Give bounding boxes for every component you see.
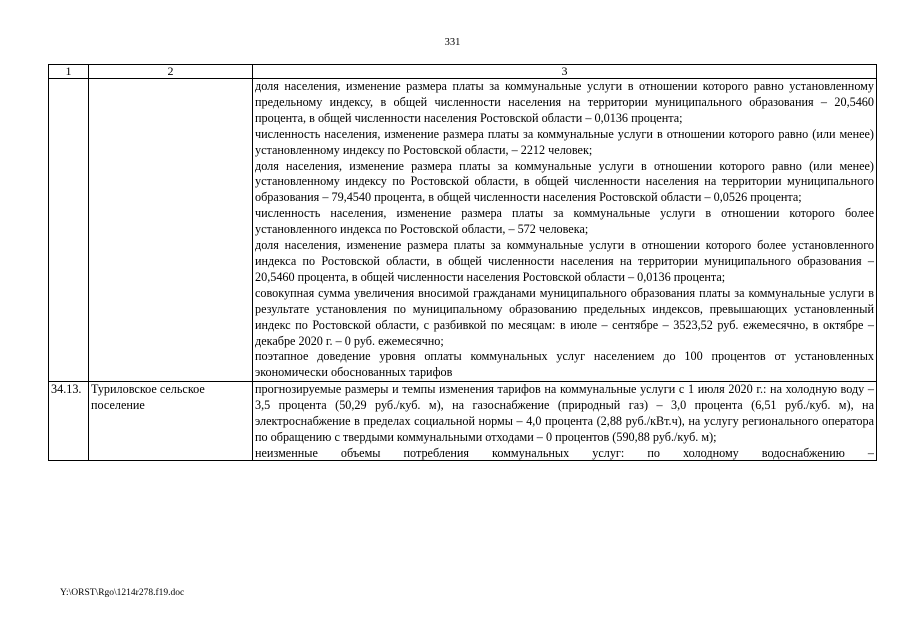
row-number-cell	[49, 79, 89, 382]
description-cell	[253, 382, 877, 461]
settlement-name-cell	[89, 79, 253, 382]
header-col-1: 1	[49, 65, 89, 79]
table-row	[49, 382, 877, 461]
row-number-cell: 34.13.	[49, 382, 89, 461]
table-row	[49, 79, 877, 382]
paragraph: доля населения, изменение размера платы за коммунальные услуги в отношении которого равно установленному предельному индексу, в общей численности населения на территории муниципального образования – 20,5460 процента, в общей численности населения Ростовской области – 0,0136 процента;	[255, 79, 874, 125]
file-path-footer: Y:\ORST\Rgo\1214r278.f19.doc	[60, 588, 185, 598]
tariff-table	[48, 64, 877, 461]
header-col-2: 2	[89, 65, 253, 79]
settlement-name-cell: Туриловское сельское поселение	[89, 382, 253, 461]
description-cell	[253, 79, 877, 382]
paragraph: численность населения, изменение размера платы за коммунальные услуги в отношении которого более установленного индекса по Ростовской области, – 572 человека;	[255, 206, 874, 237]
header-col-3: 3	[253, 65, 877, 79]
paragraph: совокупная сумма увеличения вносимой гражданами муниципального образования платы за коммунальные услуги в результате установления по муниципальному образованию предельных индексов, превышающих установленный индекс по Ростовской области, с разбивкой по месяцам: в июле – сентябре – 3523,52 руб. ежемесячно, в октябре – декабре 2020 г. – 0 руб. ежемесячно;	[255, 285, 874, 348]
paragraph: доля населения, изменение размера платы за коммунальные услуги в отношении которого более установленного индекса по Ростовской области, в общей численности населения на территории муниципального образования – 20,5460 процента, в общей численности населения Ростовской области – 0,0136 процента;	[255, 238, 874, 284]
paragraph: поэтапное доведение уровня оплаты коммунальных услуг населением до 100 процентов от установленных экономически обоснованных тарифов	[255, 349, 874, 380]
paragraph: прогнозируемые размеры и темпы изменения тарифов на коммунальные услуги с 1 июля 2020 г.: на холодную воду – 3,5 процента (50,29 руб./куб. м), на газоснабжение (природный газ) – 3,0 процента (6,51 руб./куб. м), на электроснабжение в пределах социальной нормы – 4,0 процента (2,88 руб./кВт.ч), на услугу регионального оператора по обращению с твердыми коммунальными отходами – 0 процентов (590,88 руб./куб. м);	[255, 382, 874, 444]
paragraph: доля населения, изменение размера платы за коммунальные услуги в отношении которого равно (или менее) установленному индексу по Ростовской области, в общей численности населения на территории муниципального образования – 79,4540 процента, в общей численности населения Ростовской области – 0,0526 процента;	[255, 158, 874, 205]
page-number: 331	[444, 37, 461, 48]
paragraph: неизменные объемы потребления коммунальных услуг: по холодному водоснабжению –	[255, 445, 874, 460]
table-header-row	[49, 65, 877, 79]
paragraph: численность населения, изменение размера платы за коммунальные услуги в отношении которого равно (или менее) установленному индексу по Ростовской области, – 2212 человек;	[255, 126, 874, 157]
